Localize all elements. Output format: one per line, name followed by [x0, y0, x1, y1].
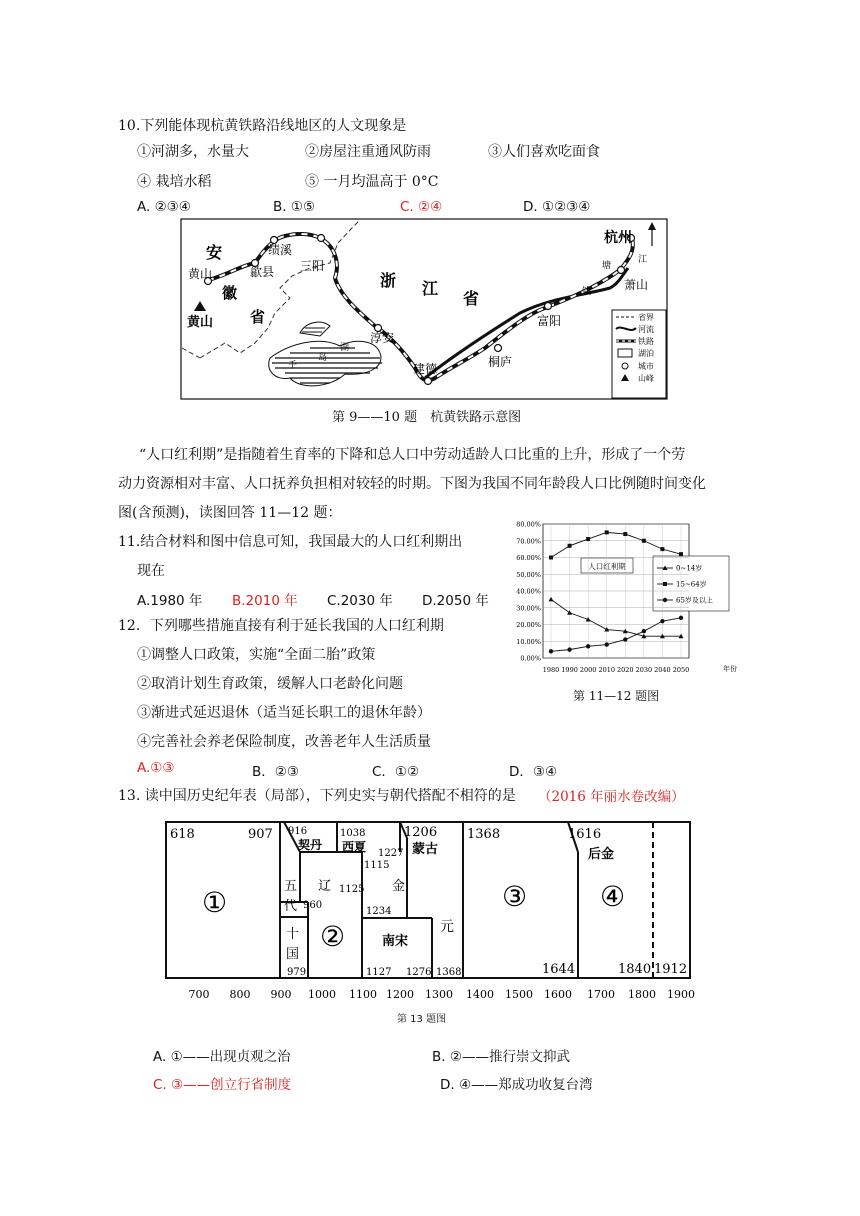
tl-axis-1500: 1500 [505, 988, 533, 1001]
label-jiande: 建德 [413, 362, 438, 376]
label-jiang: 江 [422, 279, 439, 298]
chart-y-tick-label: 20.00% [516, 621, 541, 629]
label-fuyang: 富阳 [537, 314, 562, 328]
chart-caption: 第 11—12 题图 [573, 689, 660, 703]
legend-label: 0~14岁 [676, 564, 703, 573]
chart-x-tick-label: 2050 [672, 666, 690, 674]
chart-annotation: 人口红利期 [588, 562, 626, 571]
chart-x-tick-label: 1980 [542, 666, 560, 674]
chart-point [623, 532, 627, 536]
q10-option-a: A. ②③④ [137, 199, 191, 215]
tl-yuan: 元 [440, 919, 454, 935]
chart-y-tick-label: 80.00% [516, 520, 541, 529]
tl-axis-1900: 1900 [667, 988, 695, 1001]
q12-statement-1: ①调整人口政策，实施“全面二胎”政策 [137, 647, 376, 663]
tl-916: 916 [288, 826, 308, 837]
tl-houjin: 后金 [588, 847, 615, 862]
q12-statement-4: ④完善社会养老保险制度，改善老年人生活质量 [137, 734, 431, 750]
population-chart [505, 518, 745, 686]
chart-point [679, 552, 683, 556]
tl-menggu: 蒙古 [412, 842, 439, 857]
chart-y-tick-label: 0.00% [520, 654, 541, 663]
q11-option-d: D.2050 年 [422, 593, 489, 609]
tl-axis-1600: 1600 [544, 988, 572, 1001]
chart-point [679, 616, 683, 620]
chart-point [605, 530, 609, 534]
label-river-qian: 钱 [582, 287, 592, 297]
chart-x-tick-label: 2000 [579, 666, 597, 674]
chart-point [568, 544, 572, 548]
q11-option-a: A.1980 年 [137, 593, 203, 609]
tl-nansong: 南宋 [382, 934, 409, 949]
chart-point [586, 644, 590, 648]
tl-dynasty-2: ② [320, 920, 346, 953]
chart-x-tick-label: 2040 [654, 666, 671, 674]
chart-y-tick-label: 70.00% [516, 537, 541, 546]
legend-marker [663, 582, 667, 586]
q12-statement-3: ③渐进式延迟退休（适当延长职工的退休年龄） [137, 705, 431, 721]
label-huangshan-peak: 黄山 [187, 315, 214, 330]
label-jixi: 绩溪 [268, 243, 293, 257]
tl-xixia: 西夏 [342, 840, 367, 854]
label-zhejiang-sheng: 省 [463, 289, 480, 308]
q10-statement-4: ④ 栽培水稻 [137, 174, 212, 190]
label-chunan: 淳安 [370, 331, 395, 345]
tl-1840: 1840 [618, 962, 652, 977]
tl-1125: 1125 [339, 884, 365, 895]
tl-1115: 1115 [364, 860, 390, 871]
q10-option-b: B. ①⑤ [273, 199, 316, 215]
chart-x-tick-label: 2010 [598, 666, 615, 674]
tl-1276: 1276 [406, 967, 432, 978]
tl-axis-900: 900 [270, 988, 292, 1001]
q10-statement-3: ③人们喜欢吃面食 [488, 144, 600, 160]
railway-map [180, 218, 668, 400]
legend-label: 15~64岁 [676, 580, 707, 589]
label-anhui-sheng: 省 [250, 308, 266, 326]
q13-option-d: D. ④——郑成功收复台湾 [440, 1077, 593, 1093]
label-huangshan-city: 黄山 [188, 267, 213, 281]
tl-1644: 1644 [542, 962, 576, 977]
tl-axis-1400: 1400 [466, 988, 494, 1001]
q13-option-c: C. ③——创立行省制度 [153, 1077, 292, 1093]
q12-statement-2: ②取消计划生育政策，缓解人口老龄化问题 [137, 676, 403, 692]
label-zhe: 浙 [380, 271, 397, 290]
q12-stem: 12．下列哪些措施直接有利于延长我国的人口红利期 [118, 618, 444, 634]
tl-axis-1100: 1100 [349, 988, 377, 1001]
tl-axis-800: 800 [229, 988, 251, 1001]
q13-option-a: A. ①——出现贞观之治 [153, 1049, 291, 1065]
tl-dynasty-4: ④ [600, 880, 626, 913]
chart-point [549, 649, 553, 653]
legend-marker [663, 598, 667, 602]
legend-river: 河流 [638, 325, 654, 334]
label-river-tang: 塘 [602, 261, 612, 271]
label-xiaoshan: 萧山 [624, 278, 649, 292]
tl-1206: 1206 [404, 825, 438, 840]
tl-axis-1700: 1700 [587, 988, 615, 1001]
tl-1368-a: 1368 [436, 967, 462, 978]
map-caption: 第 9——10 题 杭黄铁路示意图 [332, 410, 522, 425]
chart-point [642, 539, 646, 543]
label-shexian: 歙县 [250, 265, 275, 279]
tl-979: 979 [287, 967, 307, 978]
q12-option-b: B．②③ [252, 764, 299, 780]
passage-line-1: “人口红利期”是指随着生育率的下降和总人口中劳动适龄人口比重的上升，形成了一个劳 [139, 447, 686, 463]
label-sanyang: 三阳 [300, 259, 325, 273]
chart-point [605, 642, 609, 646]
tl-907: 907 [248, 827, 273, 842]
tl-axis-1000: 1000 [308, 988, 336, 1001]
q10-statement-5: ⑤ 一月均温高于 0°C [305, 174, 439, 190]
chart-point [660, 547, 664, 551]
tl-liao: 辽 [318, 879, 332, 894]
tl-1616: 1616 [568, 827, 602, 842]
legend-city: 城市 [638, 362, 654, 371]
tl-dynasty-1: ① [202, 886, 228, 919]
q12-option-a: A.①③ [137, 760, 175, 776]
legend-lake: 湖泊 [638, 349, 654, 358]
q12-option-d: D．③④ [509, 764, 558, 780]
tl-1368-b: 1368 [467, 827, 501, 842]
tl-dynasty-3: ③ [502, 880, 528, 913]
tl-618: 618 [170, 827, 195, 842]
q10-stem: 10.下列能体现杭黄铁路沿线地区的人文现象是 [118, 118, 407, 134]
tl-wu: 五 [284, 879, 298, 894]
chart-point [567, 647, 571, 651]
tl-guo: 国 [286, 947, 300, 962]
chart-point [549, 556, 553, 560]
q13-source: （2016 年丽水卷改编） [538, 789, 685, 805]
chart-point [623, 637, 627, 641]
passage-line-2: 动力资源相对丰富、人口抚养负担相对较轻的时期。下图为我国不同年龄段人口比例随时间变化 [118, 476, 706, 492]
q10-option-c: C. ②④ [400, 199, 443, 215]
tl-axis-1800: 1800 [628, 988, 656, 1001]
q11-option-b: B.2010 年 [232, 593, 298, 609]
label-hangzhou: 杭州 [604, 230, 632, 246]
chart-point [642, 629, 646, 633]
legend-label: 65岁及以上 [676, 596, 713, 605]
chart-point [586, 537, 590, 541]
label-lake-hu: 湖 [340, 343, 350, 353]
chart-xlabel: 年份 [723, 665, 737, 673]
q10-option-d: D. ①②③④ [523, 199, 591, 215]
label-tonglu: 桐庐 [488, 355, 513, 369]
q13-stem: 13. 读中国历史纪年表（局部），下列史实与朝代搭配不相符的是 [118, 788, 516, 804]
tl-1127: 1127 [366, 967, 392, 978]
tl-qidan: 契丹 [298, 838, 323, 852]
q10-statement-1: ①河湖多，水量大 [137, 144, 249, 160]
q11-option-c: C.2030 年 [327, 593, 393, 609]
dynasty-timeline [160, 818, 700, 1004]
tl-1912: 1912 [654, 962, 688, 977]
tl-shi: 十 [286, 927, 300, 942]
chart-y-tick-label: 50.00% [516, 570, 541, 579]
q13-option-b: B. ②——推行崇文抑武 [432, 1049, 570, 1065]
tl-1227: 1227 [378, 848, 404, 859]
tl-axis-700: 700 [188, 988, 210, 1001]
chart-y-tick-label: 60.00% [516, 554, 541, 562]
label-river-jiang: 江 [638, 255, 648, 265]
label-lake-dao: 岛 [318, 353, 328, 363]
q11-stem-line-2: 现在 [137, 563, 165, 579]
chart-x-tick-label: 2020 [617, 666, 634, 674]
tl-axis-1200: 1200 [386, 988, 414, 1001]
q11-stem-line-1: 11.结合材料和图中信息可知，我国最大的人口红利期出 [118, 534, 463, 550]
chart-x-tick-label: 2030 [635, 666, 653, 674]
tl-dai: 代 [284, 899, 298, 914]
chart-y-tick-label: 40.00% [516, 587, 541, 596]
q12-option-c: C．①② [372, 764, 420, 780]
label-hui: 徽 [222, 284, 238, 302]
timeline-caption: 第 13 题图 [397, 1014, 447, 1025]
chart-point [660, 619, 664, 623]
legend-railway: 铁路 [638, 337, 654, 346]
tl-960: 960 [303, 900, 323, 911]
label-lake-qian: 千 [288, 361, 298, 371]
chart-y-tick-label: 30.00% [516, 604, 541, 613]
chart-y-tick-label: 10.00% [516, 637, 541, 646]
map-legend [612, 310, 666, 398]
tl-axis-1300: 1300 [425, 988, 453, 1001]
tl-jin: 金 [392, 879, 406, 894]
label-an: 安 [206, 243, 223, 262]
tl-1234: 1234 [366, 906, 392, 917]
chart-x-tick-label: 1990 [561, 666, 578, 674]
legend-province: 省界 [638, 313, 654, 322]
passage-line-3: 图(含预测)，读图回答 11—12 题： [118, 505, 342, 521]
q10-statement-2: ②房屋注重通风防雨 [305, 144, 431, 160]
legend-peak: 山峰 [638, 374, 654, 383]
tl-1038: 1038 [340, 828, 366, 839]
